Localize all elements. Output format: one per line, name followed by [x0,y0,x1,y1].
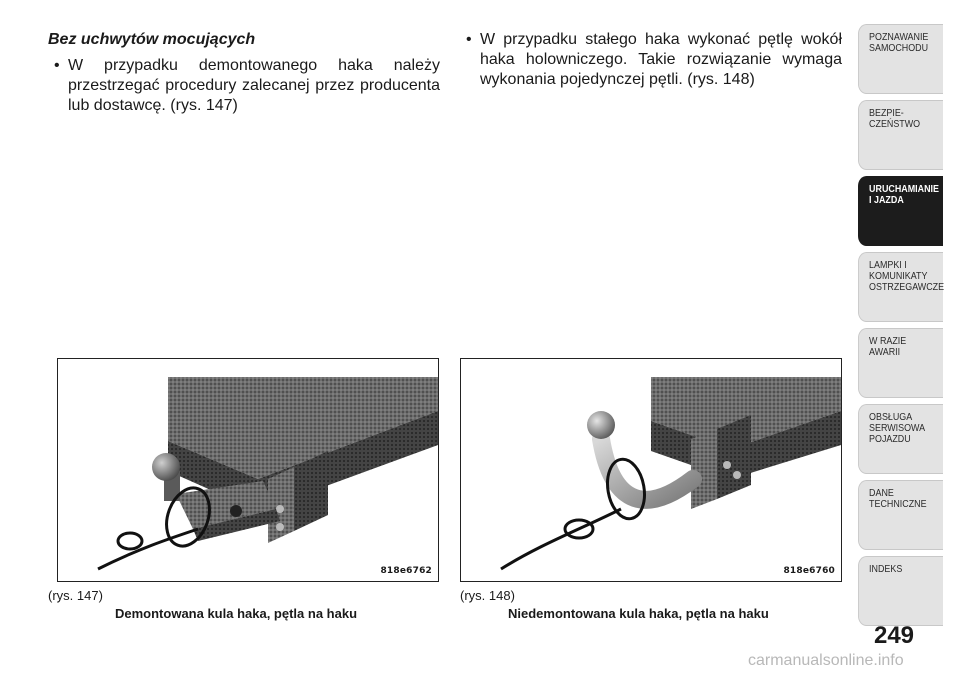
removable-hitch-illustration [58,359,438,581]
figure-148-caption: Niedemontowana kula haka, pętla na haku [508,606,769,621]
tab-bezpieczenstwo[interactable]: BEZPIE- CZEŃSTWO [858,100,943,170]
tab-uruchamianie-i-jazda[interactable]: URUCHAMIANIE I JAZDA [858,176,943,246]
watermark: carmanualsonline.info [748,652,904,669]
bullet-text-left: W przypadku demontowanego haka należy przestrzegać procedury zalecanej przez producenta lub dostawcę. (rys. 147) [68,57,440,114]
page-number: 249 [873,622,915,649]
right-column [460,30,842,90]
figure-147-caption: Demontowana kula haka, pętla na haku [115,606,358,621]
figure-148-fixed-hitch [460,358,842,582]
tab-dane-techniczne[interactable]: DANE TECHNICZNE [858,480,943,550]
figure-148-ref: (rys. 148) [460,588,515,603]
figure-code: 818e6762 [380,566,432,576]
figure-147-removable-hitch [57,358,439,582]
fixed-hitch-illustration [461,359,841,581]
figure-code: 818e6760 [783,566,835,576]
tab-lampki-i-komunikaty[interactable]: LAMPKI I KOMUNIKATY OSTRZEGAWCZE [858,252,943,322]
tab-w-razie-awarii[interactable]: W RAZIE AWARII [858,328,943,398]
bullet-paragraph-left [48,56,440,116]
bullet-paragraph-right [460,30,842,90]
tab-indeks[interactable]: INDEKS [858,556,943,626]
tab-obsluga-serwisowa[interactable]: OBSŁUGA SERWISOWA POJAZDU [858,404,943,474]
figure-147-ref: (rys. 147) [48,588,103,603]
bullet-text-right: W przypadku stałego haka wykonać pętlę wokół haka holowniczego. Takie rozwiązanie wymaga wykonania pojedynczej pętli. (rys. 148) [480,31,842,88]
bullet-dot: • [466,31,472,48]
tab-poznawanie-samochodu[interactable]: POZNAWANIE SAMOCHODU [858,24,943,94]
left-column [48,30,440,116]
bullet-dot: • [54,57,60,74]
section-heading: Bez uchwytów mocujących [48,31,256,48]
